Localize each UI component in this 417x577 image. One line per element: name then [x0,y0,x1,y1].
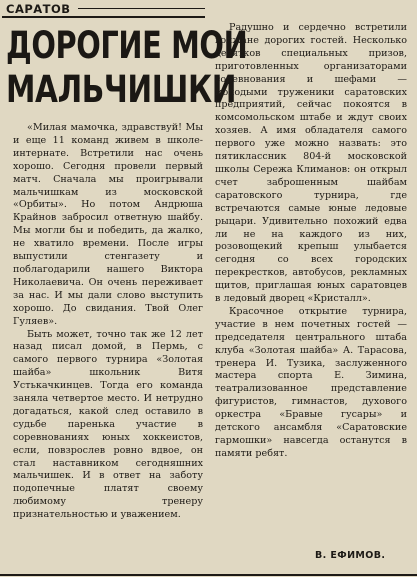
headline-line-2: МАЛЬЧИШКИ [6,68,237,111]
article-column-left [13,122,203,522]
headline-line-1: ДОРОГИЕ МОИ [6,24,248,67]
author-signature: В. ЕФИМОВ. [315,550,386,561]
article-paragraph: Радушно и сердечно встретили волжане дорогих гостей. Несколько десятков специальных призов, приготовленных организаторами соревнования и шефами — молодыми труженики саратовских предприятий, сейчас покоятся в комсомольском штабе и ждут своих хозяев. А имя обладателя самого первого уже можно назвать: это пятиклассник 804-й московской школы Сережа Климанов: он открыл счет заброшенным шайбам саратовского турнира, где встречаются самые юные ледовые рыцари. Удивительно похожий едва ли не на каждого из них, розовощекий крепыш улыбается сегодня со всех городских перекрестков, автобусов, рекламных щитов, приглашая юных саратовцев в ледовый дворец «Кристалл». [215,22,407,305]
article-paragraph: Красочное открытие турнира, участие в нем почетных гостей — председателя центрального штаба клуба «Золотая шайба» А. Тарасова, тренера И. Тузика, заслуженного мастера спорта Е. Зимина, театрализованное представление фигуристов, гимнастов, духового оркестра «Бравые гусары» и детского ансамбля «Саратовские гармошки» навсегда останутся в памяти ребят. [215,305,407,459]
article-paragraph: «Милая мамочка, здравствуй! Мы и еще 11 команд живем в школе-интернате. Встретили нас очень хорошо. Сегодня провели первый матч. Сначала мы проигрывали мальчишкам из московской «Орбиты». Но потом Андрюша Крайнов забросил ответную шайбу. Мы могли бы и победить, да жалко, не хватило времени. После игры выпустили стенгазету и поблагодарили нашего Виктора Николаевича. Он очень переживает за нас. И мы дали слово выступить хорошо. До свидания. Твой Олег Гуляев». [13,122,203,327]
bottom-rule [0,574,417,576]
rubric-rule [78,8,205,9]
article-paragraph: Быть может, точно так же 12 лет назад писал домой, в Пермь, с самого первого турнира «Золотая шайба» школьник Витя Устькачкинцев. Тогда его команда заняла четвертое место. И нетрудно догадаться, какой след оставило в судьбе паренька участие в соревнованиях юных хоккеистов, если, повзрослев ровно вдвое, он стал наставником сегодняшних мальчишек. И в ответ на заботу подопечные платят своему любимому тренеру признательностью и уважением. [13,328,203,521]
rubric-city: САРАТОВ [6,2,71,16]
headline [6,24,248,112]
article-column-right [215,22,407,461]
rubric-bar [2,2,205,18]
